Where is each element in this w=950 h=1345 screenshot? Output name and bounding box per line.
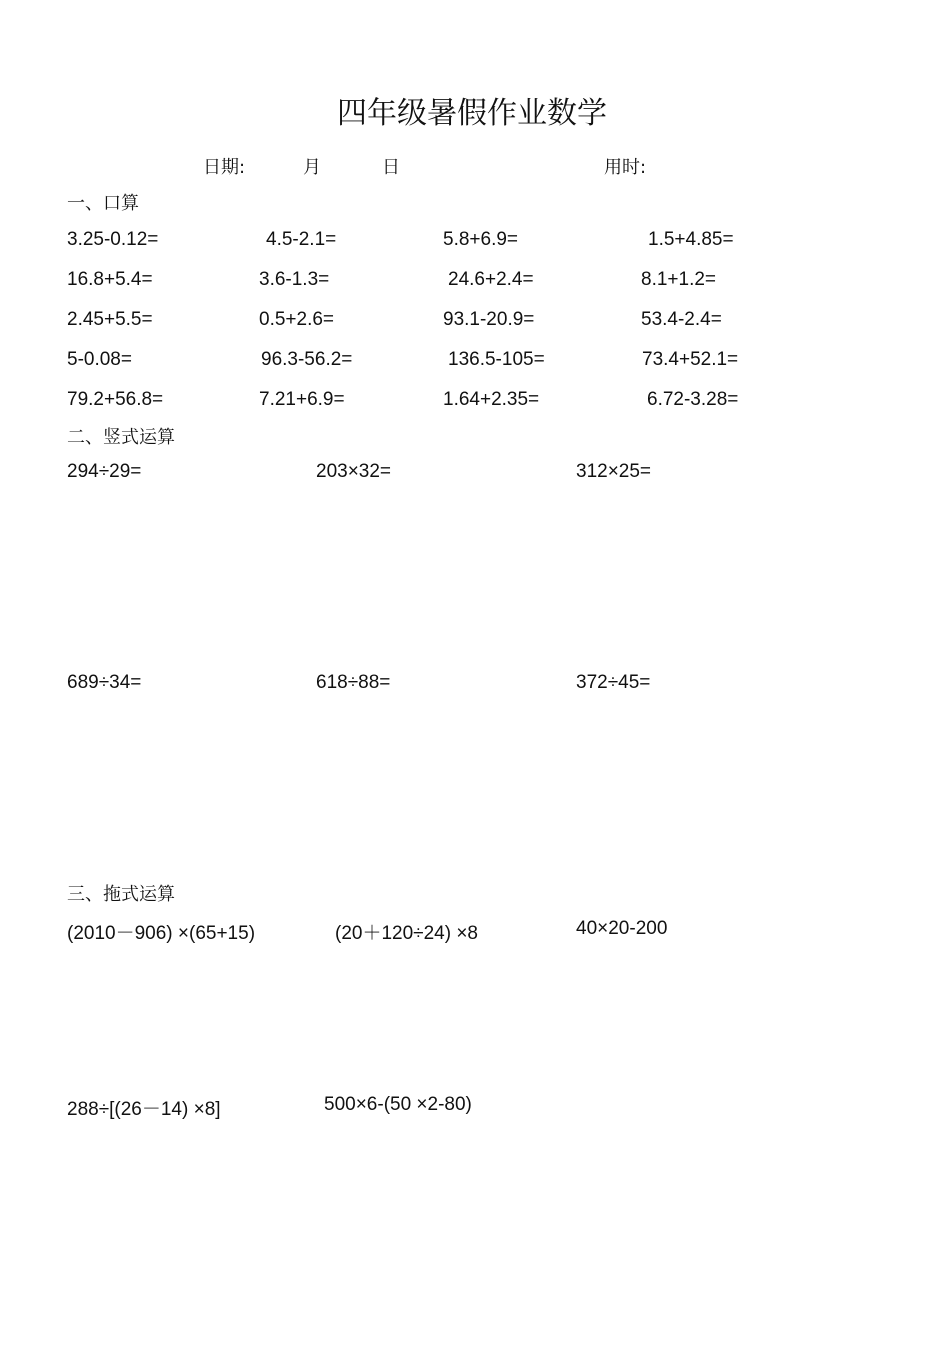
oral-problem: 53.4-2.4= [641, 309, 722, 330]
oral-problem: 73.4+52.1= [642, 349, 739, 370]
oral-problem: 16.8+5.4= [67, 269, 153, 290]
oral-problem: 79.2+56.8= [67, 389, 164, 410]
oral-problem: 5-0.08= [67, 349, 132, 370]
vertical-problem: 618÷88= [316, 672, 391, 693]
oral-problem: 0.5+2.6= [259, 309, 335, 330]
oral-problem: 1.5+4.85= [648, 229, 734, 250]
oral-problem: 5.8+6.9= [443, 229, 519, 250]
section-heading-oral: 一、口算 [67, 193, 139, 214]
section-heading-stepwise: 三、拖式运算 [67, 884, 175, 905]
vertical-problem: 372÷45= [576, 672, 651, 693]
oral-problem: 7.21+6.9= [259, 389, 345, 410]
page-title: 四年级暑假作业数学 [337, 96, 607, 131]
oral-problem: 8.1+1.2= [641, 269, 717, 290]
date-label: 日期: [203, 157, 246, 178]
stepwise-problem: 500×6-(50 ×2-80) [324, 1094, 472, 1115]
day-label: 日 [382, 157, 400, 178]
oral-problem: 93.1-20.9= [443, 309, 535, 330]
oral-problem: 2.45+5.5= [67, 309, 153, 330]
oral-problem: 96.3-56.2= [261, 349, 353, 370]
vertical-problem: 203×32= [316, 461, 392, 482]
oral-problem: 3.25-0.12= [67, 229, 159, 250]
oral-problem: 136.5-105= [448, 349, 545, 370]
oral-problem: 24.6+2.4= [448, 269, 534, 290]
stepwise-problem: (2010－906) ×(65+15) [67, 923, 256, 944]
month-label: 月 [303, 157, 321, 178]
stepwise-problem: 40×20-200 [576, 918, 668, 939]
oral-problem: 6.72-3.28= [647, 389, 739, 410]
stepwise-problem: (20＋120÷24) ×8 [335, 923, 478, 944]
section-heading-vertical: 二、竖式运算 [67, 427, 175, 448]
oral-problem: 1.64+2.35= [443, 389, 540, 410]
stepwise-problem: 288÷[(26－14) ×8] [67, 1099, 221, 1120]
vertical-problem: 294÷29= [67, 461, 142, 482]
vertical-problem: 312×25= [576, 461, 652, 482]
oral-problem: 3.6-1.3= [259, 269, 330, 290]
oral-problem: 4.5-2.1= [266, 229, 337, 250]
vertical-problem: 689÷34= [67, 672, 142, 693]
time-used-label: 用时: [604, 157, 647, 178]
